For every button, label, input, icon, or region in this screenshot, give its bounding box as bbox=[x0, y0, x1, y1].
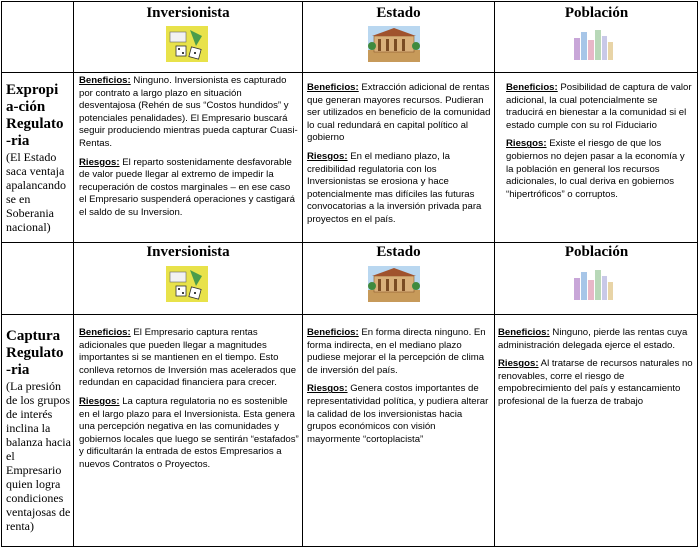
label-beneficios: Beneficios: bbox=[498, 327, 550, 338]
cell-r2-estado bbox=[307, 327, 491, 452]
row-divider bbox=[2, 242, 697, 243]
cell-r1-inversionista bbox=[79, 75, 299, 226]
header-estado: Estado bbox=[376, 244, 421, 260]
label-riesgos: Riesgos: bbox=[79, 156, 120, 168]
text-beneficios: Posibilidad de captura de valor adicional, la cual potencialmente se traducirá en bienestar a la comunidad si el estado cumple con su rol Fiduciario bbox=[506, 82, 692, 131]
row-title-expropiacion bbox=[6, 82, 72, 234]
cell-r2-inversionista bbox=[79, 327, 299, 478]
state-building-icon bbox=[368, 266, 420, 302]
label-beneficios: Beneficios: bbox=[307, 82, 359, 93]
label-riesgos: Riesgos: bbox=[307, 383, 348, 395]
row-note: (El Estado saca ventaja apalancando se en Soberania nacional) bbox=[6, 150, 66, 234]
comparison-table bbox=[1, 1, 698, 547]
population-buildings-icon bbox=[572, 26, 614, 62]
text-beneficios: El Empresario captura rentas adicionales que pueden llegar a magnitudes importantes si se mantienen en el tiempo. Esto conlleva retornos de Inversión mas acelerados que redundan en capacidad financiera para crecer. bbox=[79, 327, 297, 389]
column-divider bbox=[73, 2, 74, 546]
cell-r2-poblacion bbox=[498, 327, 694, 415]
text-beneficios: En forma directa ninguno. En forma indirecta, en el mediano plazo pudiese mejorar el la percepción de clima de inversión del país. bbox=[307, 327, 486, 376]
column-divider bbox=[302, 2, 303, 546]
label-beneficios: Beneficios: bbox=[506, 82, 558, 93]
row-divider bbox=[2, 72, 697, 73]
population-buildings-icon bbox=[572, 266, 614, 302]
header-inversionista: Inversionista bbox=[146, 244, 230, 260]
investor-dice-icon bbox=[166, 266, 208, 302]
cell-r1-poblacion bbox=[506, 82, 694, 207]
text-riesgos: Existe el riesgo de que los gobiernos no dejen pasar a la economía y la población en general los recursos adicionales, lo cual deriva en gobiernos “hipertróficos” o corruptos. bbox=[506, 138, 685, 200]
header-inversionista: Inversionista bbox=[146, 5, 230, 21]
label-beneficios: Beneficios: bbox=[79, 75, 131, 86]
row-note: (La presión de los grupos de interés inclina la balanza hacia el Empresario quien logra condiciones ventajosas de renta) bbox=[6, 379, 71, 533]
row-divider bbox=[2, 314, 697, 315]
row-title-captura bbox=[6, 328, 72, 533]
header-poblacion: Población bbox=[564, 5, 629, 21]
state-building-icon bbox=[368, 26, 420, 62]
label-riesgos: Riesgos: bbox=[307, 150, 348, 162]
header-poblacion: Población bbox=[564, 244, 629, 260]
header-estado: Estado bbox=[376, 5, 421, 21]
investor-dice-icon bbox=[166, 26, 208, 62]
label-riesgos: Riesgos: bbox=[506, 138, 547, 150]
text-riesgos: Al tratarse de recursos naturales no renovables, corre el riesgo de empobrecimiento del país y estancamiento profesional de la fuerza de trabajo bbox=[498, 358, 693, 407]
row-title-text: Expropi a-ción Regulato -ria bbox=[6, 82, 64, 149]
label-riesgos: Riesgos: bbox=[498, 358, 539, 370]
text-beneficios: Ninguno. Inversionista es capturado por contrato a largo plazo en situación desventajosa (Rehén de sus “Costos hundidos” y potenciales penalidades). El Empresario buscará seguir produciendo mientras pueda capturar Cuasi-Rentas. bbox=[79, 75, 298, 149]
text-riesgos: La captura regulatoria no es sostenible en el largo plazo para el Inversionista. Esta genera una percepción negativa en las comunidades y gobiernos locales que luego se sentirán “estafados” y dificultarán la entrada de estos Empresarios a nuevos Contratos o Proyectos. bbox=[79, 395, 299, 470]
text-riesgos: El reparto sostenidamente desfavorable de valor puede llegar al extremo de impedir la recuperación de costos marginales – en ese caso el Empresario suspenderá operaciones y castigará el saldo de su Inversion. bbox=[79, 156, 295, 218]
text-riesgos: En el mediano plazo, la credibilidad regulatoria con los Inversionistas se erosiona y hace potencialmente mas difíciles las futuras convocatorias a la inversión privada para proyectos en el país. bbox=[307, 150, 482, 225]
label-beneficios: Beneficios: bbox=[79, 327, 131, 338]
label-beneficios: Beneficios: bbox=[307, 327, 359, 338]
text-beneficios: Ninguno, pierde las rentas cuya administración delegada ejerce el estado. bbox=[498, 327, 688, 351]
column-divider bbox=[494, 2, 495, 546]
text-riesgos: Genera costos importantes de representatividad política, y pudiera alterar la calidad de los inversionistas hacia grupos económicos con visión mayormente “cortoplacista” bbox=[307, 383, 489, 445]
label-riesgos: Riesgos: bbox=[79, 395, 120, 407]
cell-r1-estado bbox=[307, 82, 491, 233]
row-title-text: Captura Regulato -ria bbox=[6, 328, 64, 378]
text-beneficios: Extracción adicional de rentas que generan mayores recursos. Pudieran ser utilizados en beneficio de la comunidad lo cual redundará en capital político al gobierno bbox=[307, 82, 491, 144]
